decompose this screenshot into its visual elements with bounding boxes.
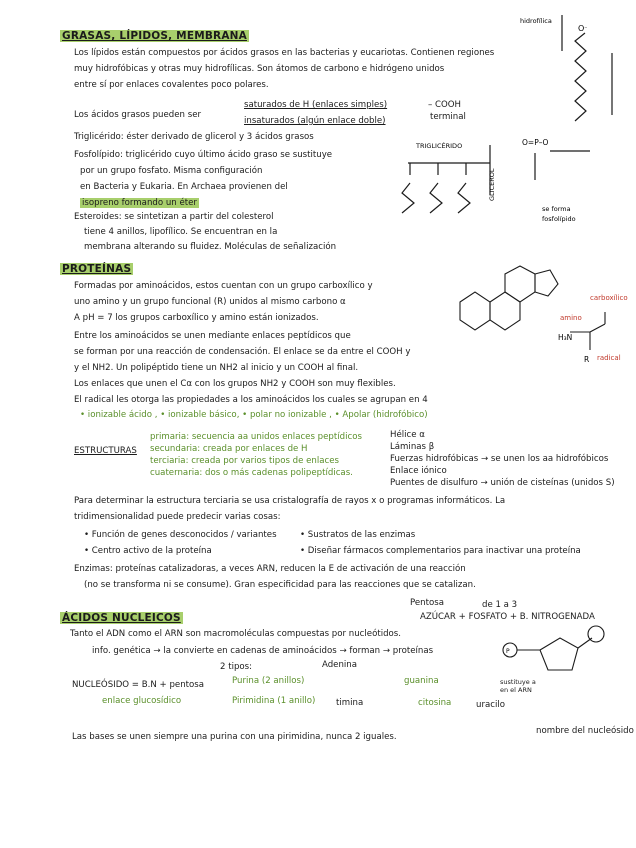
estructura-secundaria: secundaria: creada por enlaces de H	[150, 444, 308, 454]
aa-groups: • ionizable ácido , • ionizable básico, • polar no ionizable , • Apolar (hidrofóbico)	[80, 410, 428, 420]
trigliceridos: Triglicérido: éster derivado de glicerol y 3 ácidos grasos	[74, 132, 314, 142]
section-title-lipidos: GRASAS, LÍPIDOS, MEMBRANA	[62, 30, 247, 42]
nucleotido-componentes: AZÚCAR + FOSFATO + B. NITROGENADA	[420, 612, 595, 622]
label-nh3: H₃N	[558, 333, 573, 342]
estructura-primaria: primaria: secuencia aa unidos enlaces peptídicos	[150, 432, 362, 442]
forma-helice: Hélice α	[390, 430, 425, 440]
estructura-cuaternaria: cuaternaria: dos o más cadenas polipeptídicas.	[150, 468, 353, 478]
nucleosido-formula: NUCLEÓSIDO = B.N + pentosa	[72, 680, 205, 690]
nombre-nucleosido: nombre del nucleósido	[536, 726, 634, 736]
label-se-forma: se forma	[542, 205, 571, 213]
fatty-acid-chain	[575, 33, 586, 121]
timina: timina	[336, 698, 364, 708]
fosfolipido-4: isopreno formando un éter	[82, 198, 197, 208]
info-genetica-line: info. genética → la convierte en cadenas de aminoácidos → forman → proteínas	[92, 646, 434, 656]
sustituye: sustituye a	[500, 678, 536, 686]
intro-line-2: muy hidrofóbicas y otras muy hidrofílicas. Son átomos de carbono e hidrógeno unidos	[74, 64, 445, 74]
forma-fuerzas: Fuerzas hidrofóbicas → se unen los aa hidrofóbicos	[390, 454, 609, 464]
forma-ionico: Enlace iónico	[390, 466, 447, 476]
label-pentosa: Pentosa	[410, 598, 444, 608]
guanina: guanina	[404, 676, 439, 686]
enlace-glucosidico: enlace glucosídico	[102, 696, 182, 706]
insaturados: insaturados (algún enlace doble)	[244, 116, 386, 126]
fosfolipido-2: por un grupo fosfato. Misma configuración	[80, 166, 263, 176]
cooh: – COOH	[428, 100, 462, 110]
citosina: citosina	[418, 698, 452, 708]
label-amino: amino	[560, 314, 582, 322]
dos-tipos: 2 tipos:	[220, 662, 253, 672]
pirimidina: Pirimidina (1 anillo)	[232, 696, 316, 706]
prot-line-8: El radical les otorga las propiedades a los aminoácidos los cuales se agrupan en 4	[74, 395, 428, 405]
section-title-proteinas: PROTEÍNAS	[62, 263, 132, 275]
bullet-right-2: • Diseñar fármacos complementarios para inactivar una proteína	[300, 546, 581, 556]
nucleoside-diagram	[500, 620, 620, 700]
phosphate-group: O=P–O	[522, 138, 549, 147]
adn-arn-line: Tanto el ADN como el ARN son macromoléculas compuestas por nucleótidos.	[70, 629, 402, 639]
section-title-acidos-nucleicos: ÁCIDOS NUCLEICOS	[62, 612, 181, 624]
label-carboxilico: carboxílico	[590, 294, 628, 302]
fosfolipido-3: en Bacteria y Eukaria. En Archaea provienen del	[80, 182, 288, 192]
prot-line-1: Formadas por aminoácidos, estos cuentan con un grupo carboxílico y	[74, 281, 373, 291]
enzimas-1: Enzimas: proteínas catalizadoras, a veces ARN, reducen la E de activación de una reacción	[74, 564, 466, 574]
acidos-grasos-label: Los ácidos grasos pueden ser	[74, 110, 202, 120]
adenina: Adenina	[322, 660, 358, 670]
esteroides-2: tiene 4 anillos, lipofílico. Se encuentran en la	[84, 227, 278, 237]
bullet-left-2: • Centro activo de la proteína	[84, 546, 212, 556]
intro-line-1: Los lípidos están compuestos por ácidos grasos en las bacterias y eucariotas. Contienen regiones	[74, 48, 495, 58]
carboxyl-group: O⁻	[578, 24, 588, 33]
prot-line-2: uno amino y un grupo funcional (R) unidos al mismo carbono α	[74, 297, 346, 307]
label-fosfolipido: fosfolípido	[542, 215, 576, 223]
fosfolipido-1: Fosfolípido: triglicérido cuyo último ácido graso se sustituye	[74, 150, 333, 160]
forma-disulfuro: Puentes de disulfuro → unión de cisteínas (unidos S)	[390, 478, 615, 488]
prot-line-7: Los enlaces que unen el Cα con los grupos NH2 y COOH son muy flexibles.	[74, 379, 396, 389]
bullet-left-1: • Función de genes desconocidos / variantes	[84, 530, 277, 540]
prot-line-3: A pH = 7 los grupos carboxílico y amino están ionizados.	[74, 313, 319, 323]
prot-line-4: Entre los aminoácidos se unen mediante enlaces peptídicos que	[74, 331, 351, 341]
esteroides-1: Esteroides: se sintetizan a partir del colesterol	[74, 212, 274, 222]
label-glicerol: GLICEROL	[488, 168, 496, 201]
prot-line-5: se forman por una reacción de condensación. El enlace se da entre el COOH y	[74, 347, 411, 357]
forma-laminas: Láminas β	[390, 442, 435, 452]
purina: Purina (2 anillos)	[232, 676, 305, 686]
final-line: Las bases se unen siempre una purina con una pirimidina, nunca 2 iguales.	[72, 732, 397, 742]
en-arn: en el ARN	[500, 686, 532, 694]
label-radical: radical	[597, 354, 621, 362]
enzimas-2: (no se transforma ni se consume). Gran especificidad para las reacciones que se catalizan.	[84, 580, 476, 590]
label-r: R	[584, 355, 590, 364]
bullet-right-1: • Sustratos de las enzimas	[300, 530, 416, 540]
prot-line-6: y el NH2. Un polipéptido tiene un NH2 al inicio y un COOH al final.	[74, 363, 359, 373]
estructura-terciaria: terciaria: creada por varios tipos de enlaces	[150, 456, 340, 466]
steroid-aminoacid-diagram	[440, 262, 630, 372]
uracilo: uracilo	[476, 700, 506, 710]
label-de-1-a-3: de 1 a 3	[482, 600, 518, 610]
estructuras-label: ESTRUCTURAS	[74, 446, 137, 456]
terciaria-text-2: tridimensionalidad puede predecir varias cosas:	[74, 512, 281, 522]
intro-line-3: entre sí por enlaces covalentes poco polares.	[74, 80, 269, 90]
label-hidrofilica: hidrofílica	[520, 17, 552, 25]
saturados: saturados de H (enlaces simples)	[244, 100, 388, 110]
esteroides-3: membrana alterando su fluidez. Moléculas de señalización	[84, 242, 337, 252]
fosfato-p: P	[506, 648, 510, 655]
lipid-diagram	[390, 5, 630, 225]
terminal: terminal	[430, 112, 466, 122]
label-trigliceridos: TRIGLICÉRIDO	[416, 142, 463, 150]
terciaria-text-1: Para determinar la estructura terciaria se usa cristalografía de rayos x o programas informáticos. La	[74, 496, 506, 506]
